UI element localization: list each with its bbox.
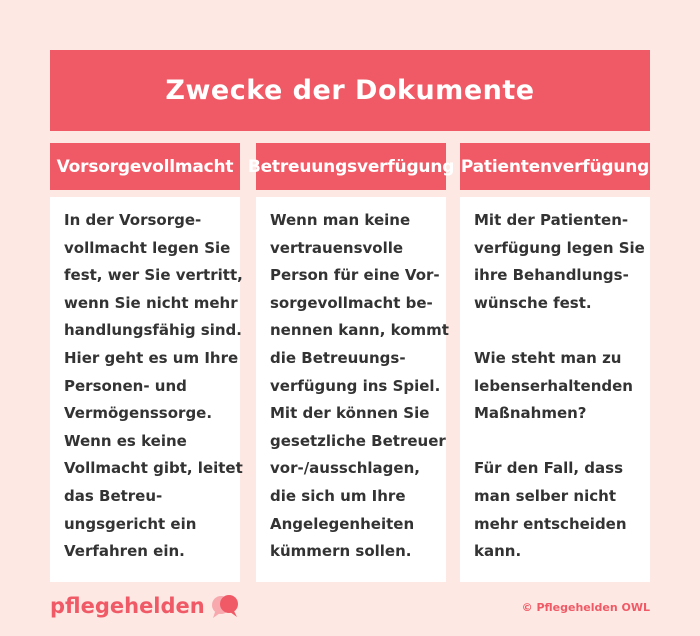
speech-bubbles-icon (211, 593, 239, 619)
body-line: Für den Fall, dass (474, 459, 624, 478)
body-line: vor-/ausschlagen, (270, 459, 420, 478)
body-line: Mit der Patienten- (474, 211, 629, 229)
body-line: ungsgericht ein (64, 514, 197, 533)
column-title-patientenverfuegung: Patientenverfügung (460, 143, 650, 190)
column-body-vorsorgevollmacht (50, 197, 243, 582)
column-title-betreuungsverfuegung: Betreuungsverfügung (256, 143, 446, 190)
body-line: wenn Sie nicht mehr (64, 293, 238, 312)
body-line: Personen- und (64, 376, 187, 395)
body-line: fest, wer Sie vertritt, (64, 266, 243, 285)
body-line: In der Vorsorge- (64, 211, 202, 229)
body-line: nennen kann, kommt (270, 321, 449, 340)
body-line: handlungsfähig sind. (64, 321, 242, 340)
pflegehelden-logo (50, 590, 239, 622)
body-line: verfügung ins Spiel. (270, 376, 441, 395)
body-line: kümmern sollen. (270, 542, 412, 561)
logo-text: pflegehelden (50, 594, 205, 618)
column-title-vorsorgevollmacht: Vorsorgevollmacht (50, 143, 240, 190)
body-line: verfügung legen Sie (474, 238, 645, 257)
body-line: Verfahren ein. (64, 542, 185, 561)
body-line: mehr entscheiden (474, 514, 627, 533)
column-body-betreuungsverfuegung (256, 197, 449, 582)
body-line: Angelegenheiten (270, 514, 415, 533)
body-line: ihre Behandlungs- (474, 266, 629, 285)
body-line: Mit der können Sie (270, 404, 430, 423)
body-line: Person für eine Vor- (270, 266, 440, 285)
body-line: die sich um Ihre (270, 486, 406, 505)
copyright-notice: © Pflegehelden OWL (521, 601, 650, 614)
body-line: kann. (474, 542, 522, 561)
body-line: Vollmacht gibt, leitet (64, 459, 243, 478)
body-line: lebenserhaltenden (474, 376, 633, 395)
column-body-patientenverfuegung (460, 197, 650, 582)
body-line: Hier geht es um Ihre (64, 348, 239, 367)
body-line (474, 317, 642, 345)
body-line: wünsche fest. (474, 293, 592, 312)
body-line: gesetzliche Betreuer (270, 431, 446, 450)
body-line: Maßnahmen? (474, 404, 587, 423)
body-line (474, 428, 642, 456)
body-line: sorgevollmacht be- (270, 293, 433, 312)
body-line: vollmacht legen Sie (64, 238, 231, 257)
body-line: Vermögenssorge. (64, 404, 213, 423)
page-title: Zwecke der Dokumente (50, 50, 650, 131)
body-line: die Betreuungs- (270, 348, 406, 367)
body-line: Wenn es keine (64, 431, 187, 450)
body-line: Wenn man keine (270, 211, 411, 229)
body-line: man selber nicht (474, 486, 616, 505)
body-line: Wie steht man zu (474, 348, 622, 367)
body-line: das Betreu- (64, 486, 163, 505)
body-line: vertrauensvolle (270, 238, 404, 257)
